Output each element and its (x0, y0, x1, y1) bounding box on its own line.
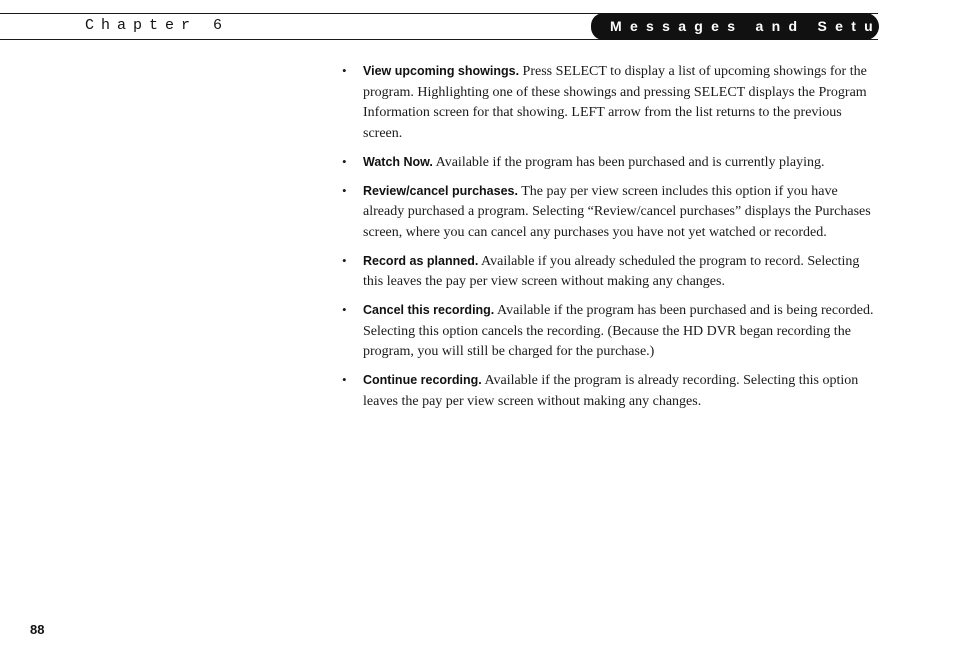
bullet-icon: • (342, 252, 347, 268)
item-title: Watch Now. (363, 154, 433, 169)
option-list (342, 61, 876, 420)
bullet-icon: • (342, 153, 347, 169)
list-item (342, 61, 876, 145)
bullet-icon: • (342, 63, 347, 78)
item-text: Available if the program has been purchased and is currently playing. (435, 154, 825, 170)
item-text: Available if the program has been purchased and is being recorded. Selecting this option cancels the recording. (Because the HD DVR began recording the program, you will still be charged for the purchase.) (363, 303, 874, 360)
bullet-icon: • (342, 182, 347, 198)
list-item (342, 300, 876, 363)
item-text: The pay per view screen includes this option if you have already purchased a program. Selecting “Review/cancel purchases” displays the Purchases screen, where you can cancel any purchases you have not yet watched or recorded. (363, 183, 871, 240)
item-text: Press SELECT to display a list of upcoming showings for the program. Highlighting one of these showings and pressing SELECT displays the Program Information screen for that showing. LEFT arrow from the list returns to the previous screen. (363, 64, 867, 142)
item-text: Available if you already scheduled the program to record. Selecting this leaves the pay per view screen without making any changes. (363, 253, 860, 290)
item-title: Continue recording. (363, 373, 482, 388)
list-item (342, 181, 876, 244)
item-title: Cancel this recording. (363, 303, 495, 318)
chapter-label: Chapter 6 (85, 17, 230, 34)
bullet-icon: • (342, 372, 347, 388)
page-number: 88 (30, 622, 45, 637)
item-title: Record as planned. (363, 253, 479, 268)
bullet-icon: • (342, 302, 347, 318)
item-title: View upcoming showings. (363, 64, 520, 78)
list-item (342, 152, 876, 174)
section-title: Messages and Setup (610, 18, 898, 34)
item-title: Review/cancel purchases. (363, 183, 518, 198)
item-text: Available if the program is already recording. Selecting this option leaves the pay per view screen without making any changes. (363, 373, 859, 409)
list-item (342, 251, 876, 293)
list-item (342, 370, 876, 412)
